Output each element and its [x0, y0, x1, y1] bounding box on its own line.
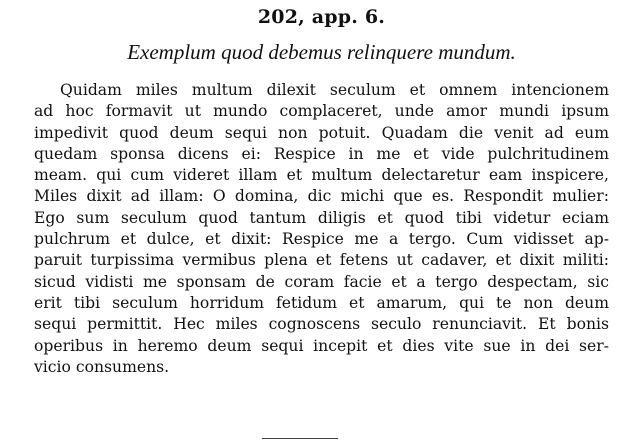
text-line: Quidam miles multum dilexit seculum et omnem intencionem — [60, 81, 609, 99]
text-line: sequi permittit. Hec miles cognoscens seculo renunciavit. Et bonis — [34, 315, 609, 334]
section-heading: 202, app. 6. — [257, 6, 386, 28]
text-line: sicud vidisti me sponsam de coram facie et a tergo despectam, sic — [34, 272, 609, 291]
text-line: pulchrum et dulce, et dixit: Respice me a tergo. Cum vidisset ap- — [34, 230, 609, 249]
text-line: vicio consumens. — [34, 357, 170, 376]
text-line: ad hoc formavit ut mundo complaceret, unde amor mundi ipsum — [34, 102, 609, 121]
text-line: Ego sum seculum quod tantum diligis et quod tibi videtur eciam — [34, 208, 609, 227]
text-line: meam. qui cum videret illam et multum delectaretur eam inspicere, — [34, 166, 609, 185]
text-line: Miles dixit ad illam: O domina, dic michi que es. Respondit mulier: — [34, 187, 609, 206]
body-paragraph — [34, 80, 609, 378]
text-line: erit tibi seculum horridum fetidum et amarum, qui te non deum — [34, 293, 609, 312]
section-subtitle: Exemplum quod debemus relinquere mundum. — [127, 40, 516, 64]
section-divider — [262, 438, 338, 439]
text-line: operibus in heremo deum sequi incepit et dies vite sue in dei ser- — [34, 336, 609, 355]
text-line: impedivit quod deum sequi non potuit. Quadam die venit ad eum — [34, 123, 609, 142]
text-line: quedam sponsa dicens ei: Respice in me et vide pulchritudinem — [34, 144, 609, 163]
text-line: paruit turpissima vermibus plena et fetens ut cadaver, et dixit militi: — [34, 251, 609, 270]
